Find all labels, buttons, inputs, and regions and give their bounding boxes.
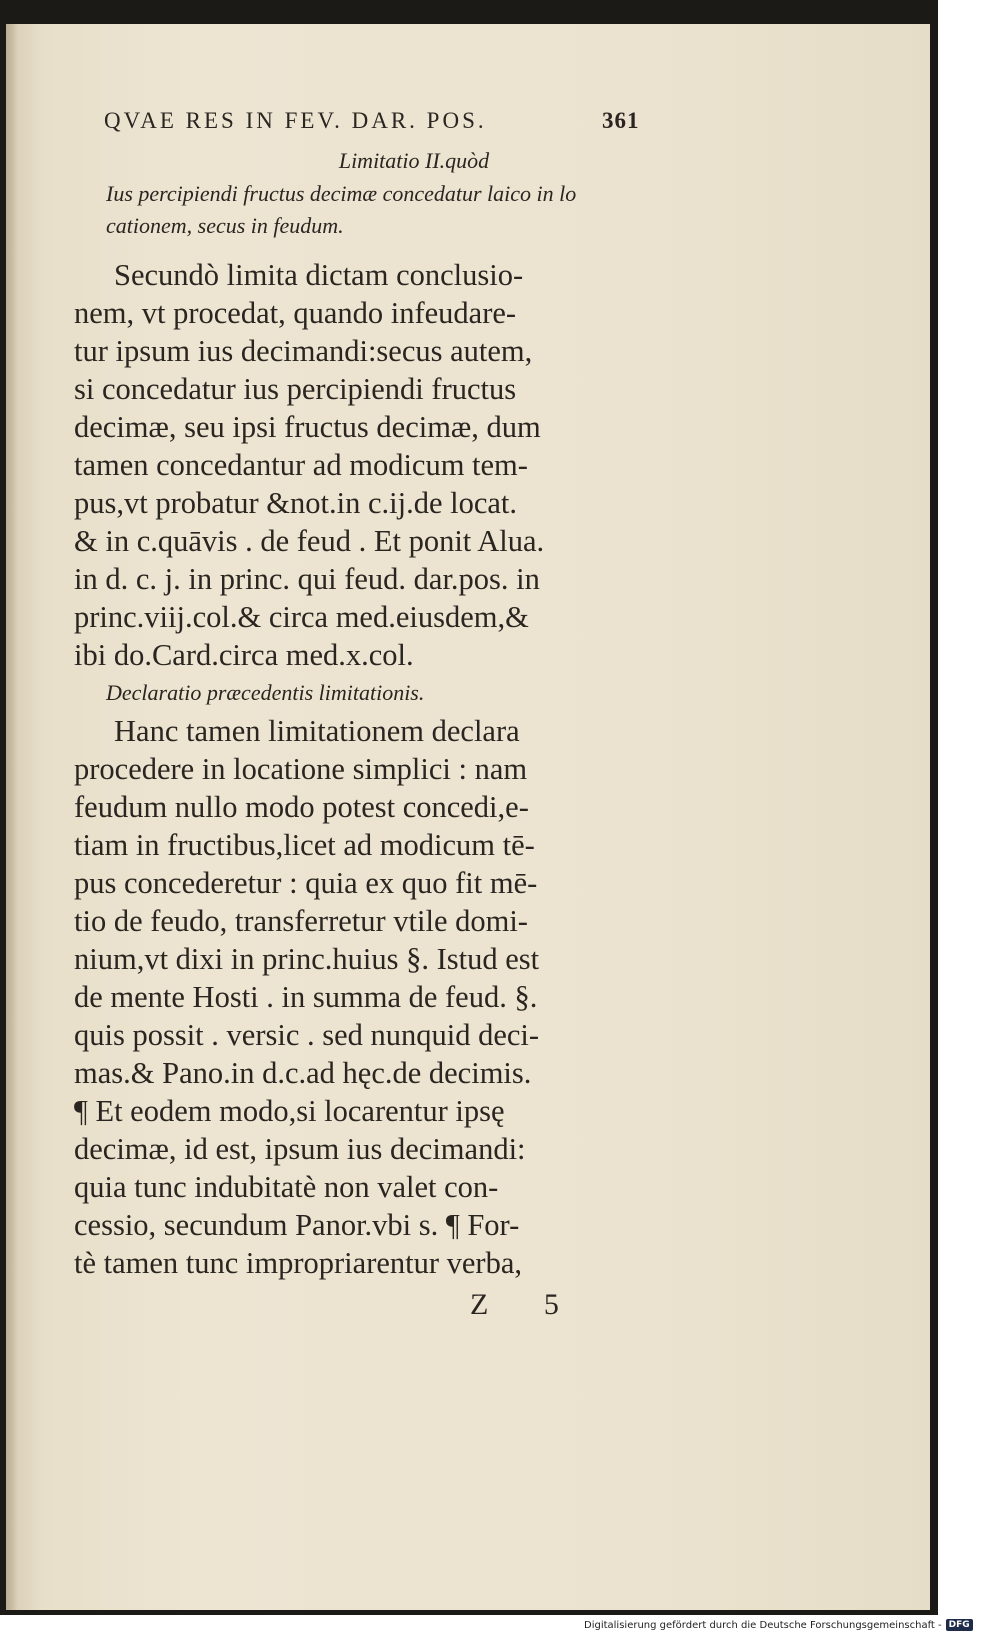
declaratio-heading: Declaratio præcedentis limitationis. (106, 680, 425, 705)
page-gutter-shadow (6, 24, 18, 1610)
text-line: tè tamen tunc impropriarentur verba, (74, 1246, 522, 1280)
text-line: tur ipsum ius decimandi:secus autem, (74, 334, 533, 368)
running-head-title: QVAE RES IN FEV. DAR. POS. (104, 108, 487, 133)
running-head (74, 104, 674, 144)
digitization-footer (584, 1617, 973, 1633)
text-line: nium,vt dixi in princ.huius §. Istud est (74, 942, 540, 976)
folio-number: 361 (602, 108, 640, 133)
text-line: tiam in fructibus,licet ad modicum tē- (74, 828, 535, 862)
text-line: tio de feudo, transferretur vtile domi- (74, 904, 528, 938)
text-line: nem, vt procedat, quando infeudare- (74, 296, 517, 330)
text-line: decimæ, seu ipsi fructus decimæ, dum (74, 410, 541, 444)
text-line: pus,vt probatur &not.in c.ij.de locat. (74, 486, 518, 520)
text-line: princ.viij.col.& circa med.eiusdem,& (74, 600, 529, 634)
text-line: decimæ, id est, ipsum ius decimandi: (74, 1132, 526, 1166)
text-line: de mente Hosti . in summa de feud. §. (74, 980, 538, 1014)
text-line: pus concederetur : quia ex quo fit mē- (74, 866, 538, 900)
paragraph-hanc (74, 712, 674, 1282)
text-line: Secundò limita dictam conclusio- (114, 258, 524, 292)
paragraph-secundo (74, 256, 674, 674)
signature-mark: Z 5 (470, 1288, 583, 1321)
text-line: ibi do.Card.circa med.x.col. (74, 638, 414, 672)
text-line: quis possit . versic . sed nunquid deci- (74, 1018, 540, 1052)
text-line: si concedatur ius percipiendi fructus (74, 372, 517, 406)
text-block (74, 104, 674, 1328)
summary-line: cationem, secus in feudum. (106, 213, 344, 238)
dfg-logo-icon: DFG (946, 1619, 973, 1631)
text-line: mas.& Pano.in d.c.ad hęc.de decimis. (74, 1056, 532, 1090)
text-line: quia tunc indubitatè non valet con- (74, 1170, 499, 1204)
book-page (6, 24, 930, 1610)
text-line: tamen concedantur ad modicum tem- (74, 448, 528, 482)
text-line: ¶ Et eodem modo,si locarentur ipsę (74, 1094, 505, 1128)
text-line: feudum nullo modo potest concedi,e- (74, 790, 529, 824)
text-line: Hanc tamen limitationem declara (114, 714, 520, 748)
limitatio-heading: Limitatio II.quòd (338, 148, 490, 173)
summary-note (106, 178, 674, 242)
text-line: in d. c. j. in princ. qui feud. dar.pos. in (74, 562, 540, 596)
catchword-signature (74, 1282, 674, 1328)
text-line: & in c.quāvis . de feud . Et ponit Alua. (74, 524, 545, 558)
text-line: cessio, secundum Panor.vbi s. ¶ For- (74, 1208, 520, 1242)
footer-credit-text: Digitalisierung gefördert durch die Deutsche Forschungsgemeinschaft - (584, 1619, 942, 1631)
text-line: procedere in locatione simplici : nam (74, 752, 528, 786)
summary-line: Ius percipiendi fructus decimæ concedatur laico in lo (106, 181, 577, 206)
